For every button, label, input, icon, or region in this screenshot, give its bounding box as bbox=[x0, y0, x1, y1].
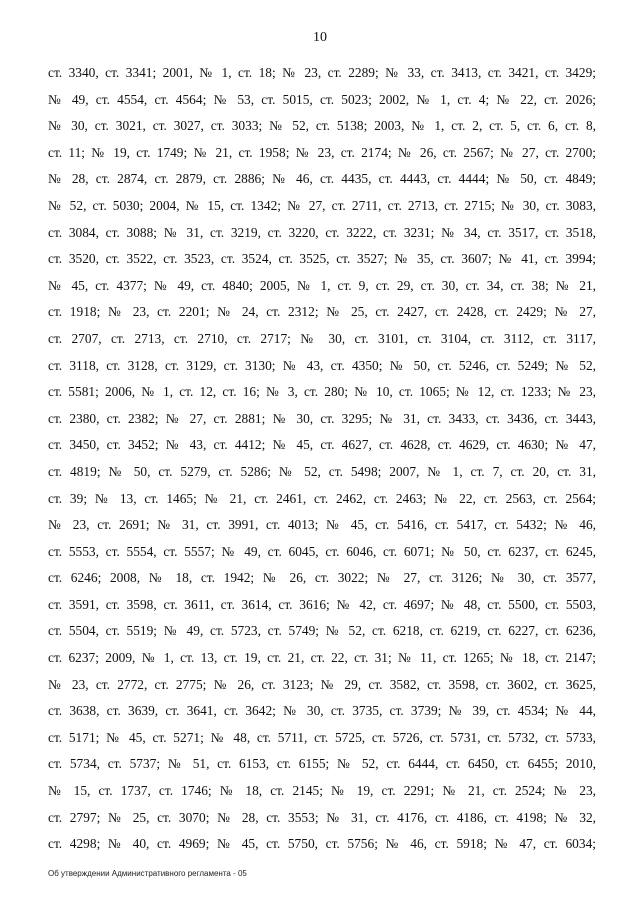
body-line: ст. 6246; 2008, № 18, ст. 1942; № 26, ст. 3022; № 27, ст. 3126; № 30, ст. 3577, bbox=[48, 570, 596, 586]
body-line: № 23, ст. 2772, ст. 2775; № 26, ст. 3123; № 29, ст. 3582, ст. 3598, ст. 3602, ст. 3625, bbox=[48, 676, 596, 692]
body-line: ст. 2380, ст. 2382; № 27, ст. 2881; № 30, ст. 3295; № 31, ст. 3433, ст. 3436, ст. 3443, bbox=[48, 410, 596, 426]
body-line: № 45, ст. 4377; № 49, ст. 4840; 2005, № 1, ст. 9, ст. 29, ст. 30, ст. 34, ст. 38; № 21, bbox=[48, 277, 596, 293]
body-line: ст. 4298; № 40, ст. 4969; № 45, ст. 5750, ст. 5756; № 46, ст. 5918; № 47, ст. 6034; bbox=[48, 836, 596, 852]
body-line: ст. 3450, ст. 3452; № 43, ст. 4412; № 45, ст. 4627, ст. 4628, ст. 4629, ст. 4630; № 47, bbox=[48, 437, 596, 453]
body-line: ст. 39; № 13, ст. 1465; № 21, ст. 2461, ст. 2462, ст. 2463; № 22, ст. 2563, ст. 2564; bbox=[48, 490, 596, 506]
body-line: ст. 5504, ст. 5519; № 49, ст. 5723, ст. 5749; № 52, ст. 6218, ст. 6219, ст. 6227, ст. 6236, bbox=[48, 623, 596, 639]
page-number: 10 bbox=[313, 30, 327, 45]
body-line: № 30, ст. 3021, ст. 3027, ст. 3033; № 52, ст. 5138; 2003, № 1, ст. 2, ст. 5, ст. 6, ст. 8, bbox=[48, 118, 596, 134]
body-line: № 28, ст. 2874, ст. 2879, ст. 2886; № 46, ст. 4435, ст. 4443, ст. 4444; № 50, ст. 4849; bbox=[48, 171, 596, 187]
body-line: ст. 3520, ст. 3522, ст. 3523, ст. 3524, ст. 3525, ст. 3527; № 35, ст. 3607; № 41, ст. 3994; bbox=[48, 251, 596, 267]
body-line: ст. 5553, ст. 5554, ст. 5557; № 49, ст. 6045, ст. 6046, ст. 6071; № 50, ст. 6237, ст. 6245, bbox=[48, 543, 596, 559]
body-line: ст. 3118, ст. 3128, ст. 3129, ст. 3130; № 43, ст. 4350; № 50, ст. 5246, ст. 5249; № 52, bbox=[48, 357, 596, 373]
body-line: ст. 1918; № 23, ст. 2201; № 24, ст. 2312; № 25, ст. 2427, ст. 2428, ст. 2429; № 27, bbox=[48, 304, 596, 320]
body-line: ст. 3591, ст. 3598, ст. 3611, ст. 3614, ст. 3616; № 42, ст. 4697; № 48, ст. 5500, ст. 5503, bbox=[48, 596, 596, 612]
body-line: ст. 2797; № 25, ст. 3070; № 28, ст. 3553; № 31, ст. 4176, ст. 4186, ст. 4198; № 32, bbox=[48, 809, 596, 825]
page-footer: Об утверждении Административного регламента - 05 bbox=[48, 869, 247, 878]
body-line: ст. 4819; № 50, ст. 5279, ст. 5286; № 52, ст. 5498; 2007, № 1, ст. 7, ст. 20, ст. 31, bbox=[48, 463, 596, 479]
document-body bbox=[48, 63, 596, 861]
body-line: № 15, ст. 1737, ст. 1746; № 18, ст. 2145; № 19, ст. 2291; № 21, ст. 2524; № 23, bbox=[48, 783, 596, 799]
body-line: ст. 6237; 2009, № 1, ст. 13, ст. 19, ст. 21, ст. 22, ст. 31; № 11, ст. 1265; № 18, ст. 2147; bbox=[48, 650, 596, 666]
body-line: № 49, ст. 4554, ст. 4564; № 53, ст. 5015, ст. 5023; 2002, № 1, ст. 4; № 22, ст. 2026; bbox=[48, 91, 596, 107]
body-line: ст. 3084, ст. 3088; № 31, ст. 3219, ст. 3220, ст. 3222, ст. 3231; № 34, ст. 3517, ст. 3518, bbox=[48, 224, 596, 240]
body-line: ст. 11; № 19, ст. 1749; № 21, ст. 1958; № 23, ст. 2174; № 26, ст. 2567; № 27, ст. 2700; bbox=[48, 144, 596, 160]
body-line: ст. 5734, ст. 5737; № 51, ст. 6153, ст. 6155; № 52, ст. 6444, ст. 6450, ст. 6455; 2010, bbox=[48, 756, 596, 772]
body-line: ст. 5581; 2006, № 1, ст. 12, ст. 16; № 3, ст. 280; № 10, ст. 1065; № 12, ст. 1233; № 23, bbox=[48, 384, 596, 400]
body-line: ст. 2707, ст. 2713, ст. 2710, ст. 2717; № 30, ст. 3101, ст. 3104, ст. 3112, ст. 3117, bbox=[48, 330, 596, 346]
body-line: № 23, ст. 2691; № 31, ст. 3991, ст. 4013; № 45, ст. 5416, ст. 5417, ст. 5432; № 46, bbox=[48, 517, 596, 533]
body-line: ст. 3638, ст. 3639, ст. 3641, ст. 3642; № 30, ст. 3735, ст. 3739; № 39, ст. 4534; № 44, bbox=[48, 703, 596, 719]
body-line: ст. 5171; № 45, ст. 5271; № 48, ст. 5711, ст. 5725, ст. 5726, ст. 5731, ст. 5732, ст. 5733, bbox=[48, 729, 596, 745]
body-line: № 52, ст. 5030; 2004, № 15, ст. 1342; № 27, ст. 2711, ст. 2713, ст. 2715; № 30, ст. 3083, bbox=[48, 197, 596, 213]
body-line: ст. 3340, ст. 3341; 2001, № 1, ст. 18; № 23, ст. 2289; № 33, ст. 3413, ст. 3421, ст. 3429; bbox=[48, 65, 596, 80]
